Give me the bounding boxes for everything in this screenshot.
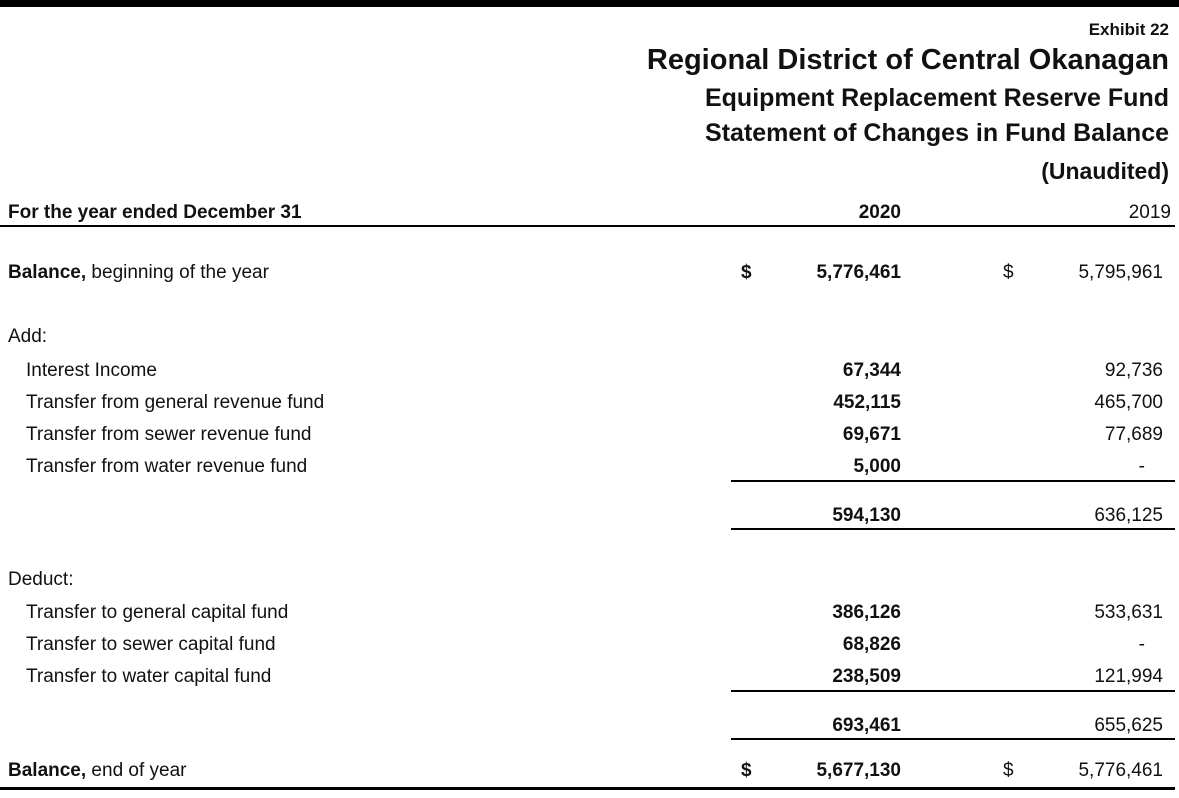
currency-symbol: $ <box>1003 760 1014 781</box>
deduct-subtotal-row <box>0 715 1179 745</box>
line-item-prior: - <box>1138 456 1145 477</box>
table-row <box>0 360 1179 390</box>
line-item-label: Interest Income <box>26 360 157 381</box>
balance-beginning-row <box>0 262 1179 292</box>
audit-status: (Unaudited) <box>1041 158 1169 184</box>
year-prior-header: 2019 <box>1128 202 1171 223</box>
line-item-label: Transfer to sewer capital fund <box>26 634 276 655</box>
subtotal-rule <box>731 690 1175 692</box>
deduct-subtotal-prior: 655,625 <box>1094 715 1163 736</box>
fund-title: Equipment Replacement Reserve Fund <box>704 84 1169 112</box>
add-heading: Add: <box>8 326 48 347</box>
deduct-subtotal-current: 693,461 <box>832 715 901 736</box>
line-item-prior: - <box>1138 634 1145 655</box>
add-subtotal-row <box>0 505 1179 535</box>
year-current-header: 2020 <box>858 202 901 223</box>
exhibit-number: Exhibit 22 <box>1088 20 1169 39</box>
line-item-current: 67,344 <box>842 360 901 381</box>
table-row <box>0 392 1179 422</box>
line-item-label: Transfer from sewer revenue fund <box>26 424 312 445</box>
column-header-row <box>0 202 1179 232</box>
add-subtotal-prior: 636,125 <box>1094 505 1163 526</box>
balance-beginning-current: 5,776,461 <box>816 262 901 283</box>
line-item-current: 5,000 <box>853 456 901 477</box>
line-item-current: 238,509 <box>832 666 901 687</box>
top-border <box>0 0 1179 7</box>
line-item-current: 69,671 <box>842 424 901 445</box>
total-rule <box>731 738 1175 740</box>
line-item-label: Transfer to general capital fund <box>26 602 289 623</box>
table-row <box>0 634 1179 664</box>
line-item-current: 68,826 <box>842 634 901 655</box>
organization-title: Regional District of Central Okanagan <box>646 44 1169 76</box>
period-label: For the year ended December 31 <box>8 202 302 223</box>
balance-beginning-label: Balance, beginning of the year <box>8 262 269 283</box>
table-row <box>0 602 1179 632</box>
line-item-prior: 465,700 <box>1094 392 1163 413</box>
balance-end-prior: 5,776,461 <box>1078 760 1163 781</box>
total-rule <box>731 528 1175 530</box>
line-item-prior: 92,736 <box>1104 360 1163 381</box>
header-rule <box>0 225 1175 227</box>
line-item-label: Transfer from general revenue fund <box>26 392 325 413</box>
deduct-heading: Deduct: <box>8 569 74 590</box>
bottom-rule <box>0 787 1175 790</box>
line-item-prior: 533,631 <box>1094 602 1163 623</box>
line-item-label: Transfer from water revenue fund <box>26 456 308 477</box>
line-item-prior: 121,994 <box>1094 666 1163 687</box>
balance-end-label: Balance, end of year <box>8 760 187 781</box>
currency-symbol: $ <box>1003 262 1014 283</box>
deduct-heading-row <box>0 569 1179 599</box>
balance-end-row <box>0 760 1179 790</box>
balance-end-current: 5,677,130 <box>816 760 901 781</box>
table-row <box>0 424 1179 454</box>
add-heading-row <box>0 326 1179 356</box>
subtotal-rule <box>731 480 1175 482</box>
line-item-label: Transfer to water capital fund <box>26 666 272 687</box>
line-item-current: 452,115 <box>833 392 901 413</box>
currency-symbol: $ <box>741 262 752 283</box>
balance-beginning-prior: 5,795,961 <box>1078 262 1163 283</box>
line-item-current: 386,126 <box>832 602 901 623</box>
statement-title: Statement of Changes in Fund Balance <box>705 119 1169 147</box>
add-subtotal-current: 594,130 <box>832 505 901 526</box>
line-item-prior: 77,689 <box>1104 424 1163 445</box>
currency-symbol: $ <box>741 760 752 781</box>
